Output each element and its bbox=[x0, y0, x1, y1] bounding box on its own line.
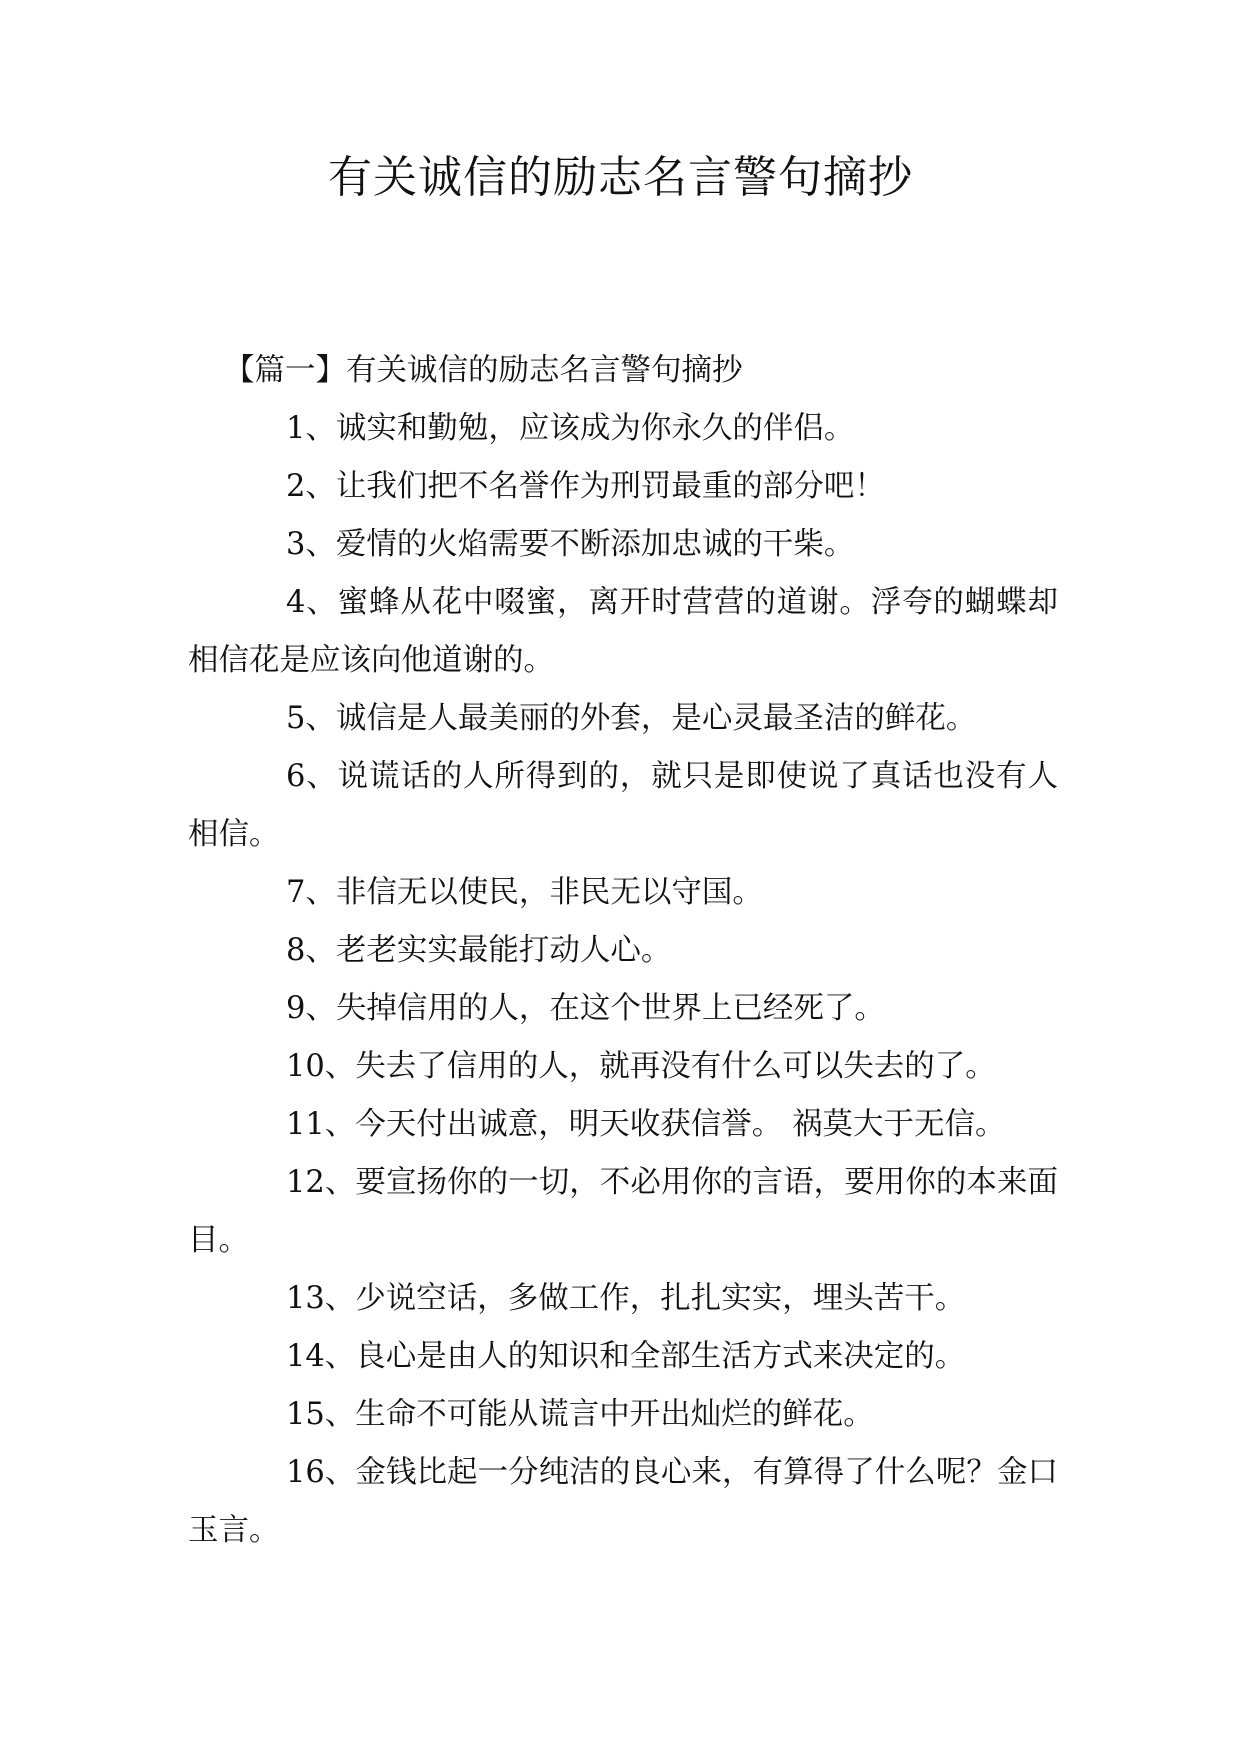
section-heading: 【篇一】有关诚信的励志名言警句摘抄 bbox=[224, 353, 743, 388]
quote-item-1: 1、诚实和勤勉，应该成为你永久的伴侣。 bbox=[286, 411, 855, 446]
quote-item-3: 3、爱情的火焰需要不断添加忠诚的干柴。 bbox=[286, 527, 855, 562]
document-body bbox=[188, 342, 1058, 1560]
quote-item-15: 15、生命不可能从谎言中开出灿烂的鲜花。 bbox=[286, 1397, 874, 1432]
quote-item-6: 6、说谎话的人所得到的，就只是即使说了真话也没有人相信。 bbox=[188, 759, 1058, 852]
quote-item-9: 9、失掉信用的人，在这个世界上已经死了。 bbox=[286, 991, 885, 1026]
quote-item-5: 5、诚信是人最美丽的外套，是心灵最圣洁的鲜花。 bbox=[286, 701, 977, 736]
quote-item-12: 12、要宣扬你的一切，不必用你的言语，要用你的本来面目。 bbox=[188, 1165, 1058, 1258]
quote-item-8: 8、老老实实最能打动人心。 bbox=[286, 933, 672, 968]
quote-item-13: 13、少说空话，多做工作，扎扎实实，埋头苦干。 bbox=[286, 1281, 966, 1316]
document-title: 有关诚信的励志名言警句摘抄 bbox=[328, 152, 913, 203]
quote-item-14: 14、良心是由人的知识和全部生活方式来决定的。 bbox=[286, 1339, 966, 1374]
quote-item-11: 11、今天付出诚意，明天收获信誉。 祸莫大于无信。 bbox=[286, 1107, 1006, 1142]
quote-item-2: 2、让我们把不名誉作为刑罚最重的部分吧！ bbox=[286, 469, 885, 504]
quote-item-4: 4、蜜蜂从花中啜蜜，离开时营营的道谢。浮夸的蝴蝶却相信花是应该向他道谢的。 bbox=[188, 585, 1058, 678]
quote-item-7: 7、非信无以使民，非民无以守国。 bbox=[286, 875, 763, 910]
quote-item-10: 10、失去了信用的人，就再没有什么可以失去的了。 bbox=[286, 1049, 996, 1084]
quote-item-16: 16、金钱比起一分纯洁的良心来，有算得了什么呢？金口玉言。 bbox=[188, 1455, 1058, 1548]
